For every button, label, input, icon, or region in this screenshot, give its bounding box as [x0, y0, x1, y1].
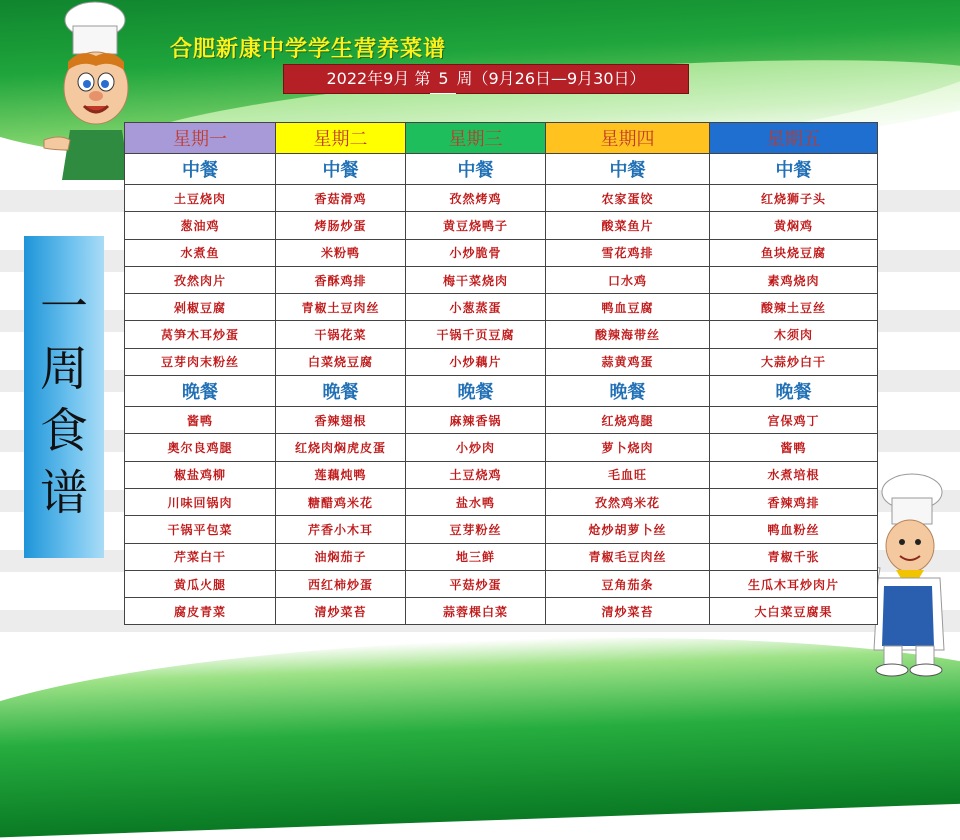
- menu-table: [124, 122, 878, 625]
- week-range: 周（9月26日—9月30日）: [456, 69, 646, 88]
- dish-cell: 白菜烧豆腐: [276, 348, 406, 375]
- dish-cell: 盐水鸭: [406, 488, 546, 515]
- dish-row: [125, 348, 878, 375]
- side-label-char: 谱: [39, 465, 88, 521]
- dish-cell: 生瓜木耳炒肉片: [710, 570, 878, 597]
- dish-cell: 豆芽肉末粉丝: [125, 348, 276, 375]
- dish-cell: 地三鲜: [406, 543, 546, 570]
- meal-label: 中餐: [406, 154, 546, 185]
- dish-cell: 梅干菜烧肉: [406, 266, 546, 293]
- dish-cell: 孜然烤鸡: [406, 185, 546, 212]
- meal-label: 晚餐: [406, 376, 546, 407]
- dish-cell: 素鸡烧肉: [710, 266, 878, 293]
- day-header-fri: 星期五: [710, 123, 878, 154]
- dish-cell: 土豆烧肉: [125, 185, 276, 212]
- day-header-row: [125, 123, 878, 154]
- dish-cell: 鸭血豆腐: [546, 294, 710, 321]
- dish-cell: 清炒菜苔: [546, 598, 710, 625]
- dish-cell: 清炒菜苔: [276, 598, 406, 625]
- dish-cell: 干锅花菜: [276, 321, 406, 348]
- dish-cell: 莴笋木耳炒蛋: [125, 321, 276, 348]
- dish-cell: 米粉鸭: [276, 239, 406, 266]
- dish-cell: 宫保鸡丁: [710, 407, 878, 434]
- green-swoosh-bottom: [0, 620, 960, 840]
- dish-row: [125, 212, 878, 239]
- dish-cell: 红烧狮子头: [710, 185, 878, 212]
- dish-cell: 蒜蓉棵白菜: [406, 598, 546, 625]
- dish-cell: 奥尔良鸡腿: [125, 434, 276, 461]
- dish-cell: 川味回锅肉: [125, 488, 276, 515]
- meal-label: 晚餐: [546, 376, 710, 407]
- dish-cell: 孜然肉片: [125, 266, 276, 293]
- dish-cell: 平菇炒蛋: [406, 570, 546, 597]
- week-number: 5: [430, 65, 456, 94]
- week-banner: [283, 64, 689, 94]
- dish-row: [125, 185, 878, 212]
- meal-label: 中餐: [710, 154, 878, 185]
- week-prefix: 2022年9月 第: [326, 69, 431, 88]
- dish-cell: 酸菜鱼片: [546, 212, 710, 239]
- dish-cell: 毛血旺: [546, 461, 710, 488]
- meal-label-row: [125, 376, 878, 407]
- dish-cell: 小炒肉: [406, 434, 546, 461]
- dish-row: [125, 266, 878, 293]
- meal-label: 晚餐: [710, 376, 878, 407]
- dish-cell: 腐皮青菜: [125, 598, 276, 625]
- dish-cell: 香辣鸡排: [710, 488, 878, 515]
- dish-cell: 小葱蒸蛋: [406, 294, 546, 321]
- dish-cell: 葱油鸡: [125, 212, 276, 239]
- side-label-char: 一: [39, 279, 88, 335]
- dish-cell: 芹菜白干: [125, 543, 276, 570]
- dish-row: [125, 570, 878, 597]
- dish-cell: 酱鸭: [125, 407, 276, 434]
- dish-cell: 大白菜豆腐果: [710, 598, 878, 625]
- dish-cell: 香酥鸡排: [276, 266, 406, 293]
- dish-cell: 糖醋鸡米花: [276, 488, 406, 515]
- dish-cell: 鸭血粉丝: [710, 516, 878, 543]
- dish-cell: 青椒毛豆肉丝: [546, 543, 710, 570]
- day-header-wed: 星期三: [406, 123, 546, 154]
- dish-cell: 酸辣土豆丝: [710, 294, 878, 321]
- dish-row: [125, 321, 878, 348]
- dish-row: [125, 543, 878, 570]
- dish-cell: 西红柿炒蛋: [276, 570, 406, 597]
- dish-row: [125, 461, 878, 488]
- dish-cell: 孜然鸡米花: [546, 488, 710, 515]
- dish-cell: 木须肉: [710, 321, 878, 348]
- meal-label-row: [125, 154, 878, 185]
- day-header-thu: 星期四: [546, 123, 710, 154]
- meal-label: 中餐: [125, 154, 276, 185]
- dish-cell: 农家蛋饺: [546, 185, 710, 212]
- meal-label: 晚餐: [125, 376, 276, 407]
- dish-cell: 豆芽粉丝: [406, 516, 546, 543]
- meal-label: 晚餐: [276, 376, 406, 407]
- day-header-mon: 星期一: [125, 123, 276, 154]
- meal-label: 中餐: [546, 154, 710, 185]
- dish-cell: 小炒藕片: [406, 348, 546, 375]
- dish-row: [125, 294, 878, 321]
- dish-row: [125, 598, 878, 625]
- dish-row: [125, 488, 878, 515]
- page-title: 合肥新康中学学生营养菜谱: [170, 37, 447, 62]
- dish-cell: 青椒千张: [710, 543, 878, 570]
- dish-cell: 小炒脆骨: [406, 239, 546, 266]
- dish-cell: 水煮鱼: [125, 239, 276, 266]
- dish-cell: 干锅千页豆腐: [406, 321, 546, 348]
- dish-cell: 鱼块烧豆腐: [710, 239, 878, 266]
- dish-cell: 干锅平包菜: [125, 516, 276, 543]
- dish-cell: 雪花鸡排: [546, 239, 710, 266]
- dish-cell: 黄焖鸡: [710, 212, 878, 239]
- dish-cell: 莲藕炖鸭: [276, 461, 406, 488]
- side-label-char: 周: [39, 341, 88, 397]
- dish-cell: 炝炒胡萝卜丝: [546, 516, 710, 543]
- dish-cell: 酱鸭: [710, 434, 878, 461]
- dish-cell: 红烧鸡腿: [546, 407, 710, 434]
- dish-cell: 烤肠炒蛋: [276, 212, 406, 239]
- dish-cell: 剁椒豆腐: [125, 294, 276, 321]
- dish-cell: 香菇滑鸡: [276, 185, 406, 212]
- dish-cell: 红烧肉焖虎皮蛋: [276, 434, 406, 461]
- meal-label: 中餐: [276, 154, 406, 185]
- dish-cell: 椒盐鸡柳: [125, 461, 276, 488]
- dish-row: [125, 434, 878, 461]
- dish-cell: 土豆烧鸡: [406, 461, 546, 488]
- dish-cell: 香辣翅根: [276, 407, 406, 434]
- dish-cell: 麻辣香锅: [406, 407, 546, 434]
- side-label-char: 食: [39, 403, 88, 459]
- dish-row: [125, 516, 878, 543]
- dish-cell: 蒜黄鸡蛋: [546, 348, 710, 375]
- dish-cell: 黄瓜火腿: [125, 570, 276, 597]
- dish-cell: 青椒土豆肉丝: [276, 294, 406, 321]
- dish-cell: 酸辣海带丝: [546, 321, 710, 348]
- side-label-panel: [24, 236, 104, 558]
- dish-cell: 黄豆烧鸭子: [406, 212, 546, 239]
- dish-cell: 油焖茄子: [276, 543, 406, 570]
- side-label: [24, 276, 104, 524]
- dish-cell: 萝卜烧肉: [546, 434, 710, 461]
- dish-cell: 水煮培根: [710, 461, 878, 488]
- dish-row: [125, 239, 878, 266]
- dish-cell: 大蒜炒白干: [710, 348, 878, 375]
- dish-row: [125, 407, 878, 434]
- day-header-tue: 星期二: [276, 123, 406, 154]
- dish-cell: 口水鸡: [546, 266, 710, 293]
- dish-cell: 豆角茄条: [546, 570, 710, 597]
- dish-cell: 芹香小木耳: [276, 516, 406, 543]
